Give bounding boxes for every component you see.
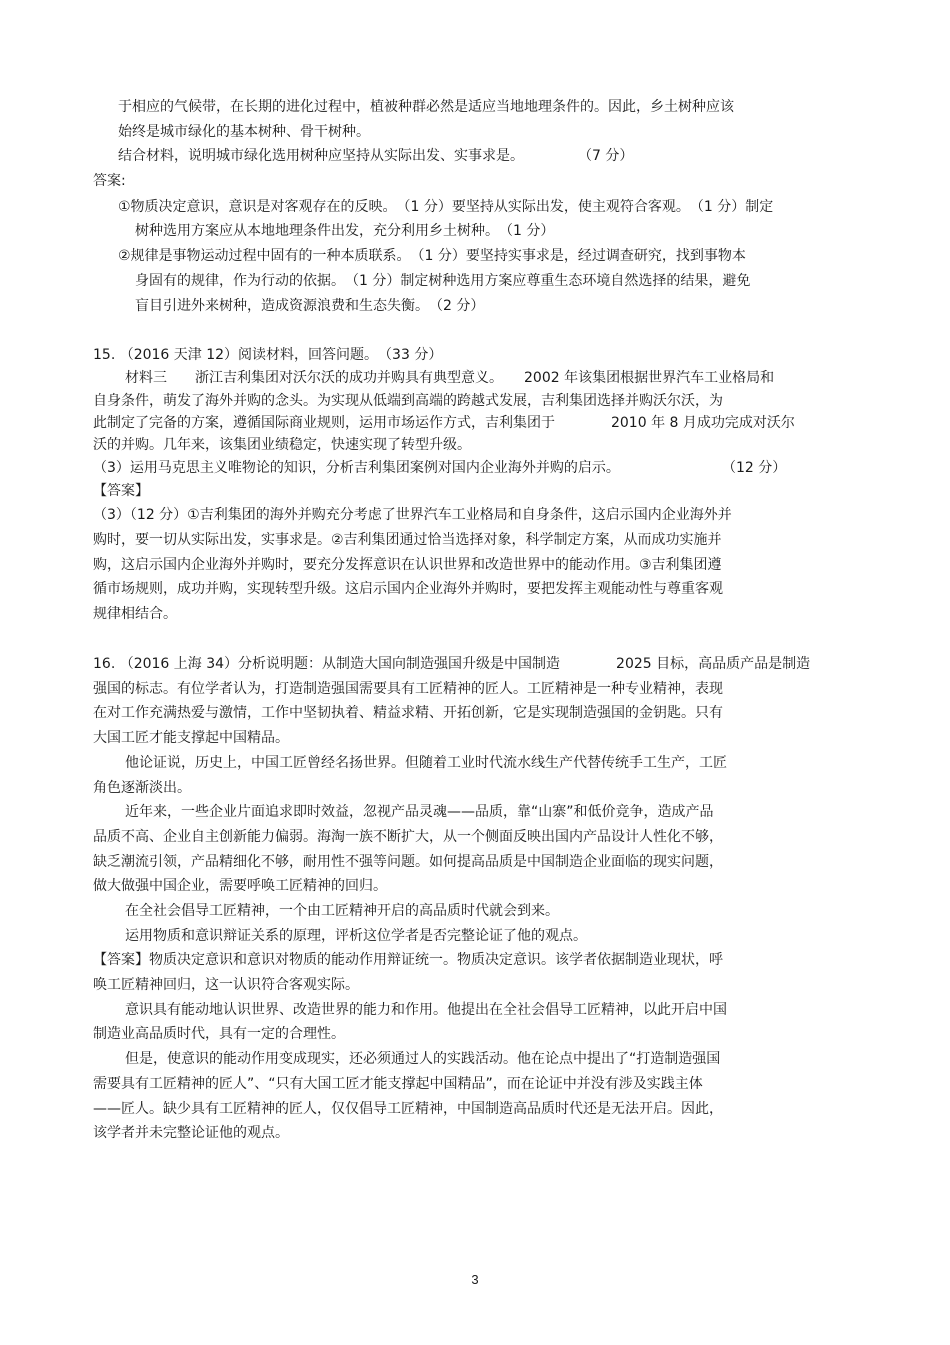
q16-text-line: 缺乏潮流引领，产品精细化不够，耐用性不强等问题。如何提高品质是中国制造企业面临的现实问题，: [93, 854, 723, 870]
q15-answer-line: 购，这启示国内企业海外并购时，要充分发挥意识在认识世界和改造世界中的能动作用。③吉利集团遵: [93, 557, 722, 573]
q15-material-line: 自身条件，萌发了海外并购的念头。为实现从低端到高端的跨越式发展，吉利集团选择并购沃尔沃，为: [93, 393, 723, 409]
q16-text-line: 品质不高、企业自主创新能力偏弱。海淘一族不断扩大，从一个侧面反映出国内产品设计人性化不够，: [93, 829, 723, 845]
q14-prompt: 结合材料，说明城市绿化选用树种应坚持从实际出发、实事求是。: [118, 148, 524, 164]
q14-answer-line: 树种选用方案应从本地地理条件出发，充分利用乡土树种。 （1 分）: [135, 223, 555, 239]
q14-answer-line: 身固有的规律，作为行动的依据。 （1 分）制定树种选用方案应尊重生态环境自然选择的结果，避免: [135, 273, 751, 289]
q15-material-line: 材料三 浙江吉利集团对沃尔沃的成功并购具有典型意义。 2002 年该集团根据世界汽车工业格局和: [125, 370, 775, 386]
q15-answer-line: 规律相结合。: [93, 606, 177, 622]
q15-question: （3）运用马克思主义唯物论的知识，分析吉利集团案例对国内企业海外并购的启示。: [93, 460, 620, 476]
q16-answer-line: 制造业高品质时代，具有一定的合理性。: [93, 1026, 345, 1042]
q16-answer-line: ——匠人。缺少具有工匠精神的匠人，仅仅倡导工匠精神，中国制造高品质时代还是无法开启。因此，: [93, 1101, 723, 1117]
page-number: 3: [471, 1272, 479, 1287]
q16-text-line: 强国的标志。有位学者认为，打造制造强国需要具有工匠精神的匠人。工匠精神是一种专业精神，表现: [93, 681, 723, 697]
q16-answer-line: 该学者并未完整论证他的观点。: [93, 1125, 289, 1141]
q15-answer-line: （3）（12 分）①吉利集团的海外并购充分考虑了世界汽车工业格局和自身条件，这启示国内企业海外并: [93, 507, 732, 523]
q14-answer-line: 盲目引进外来树种，造成资源浪费和生态失衡。 （2 分）: [135, 298, 485, 314]
q16-text-line: 在对工作充满热爱与激情，工作中坚韧执着、精益求精、开拓创新，它是实现制造强国的金钥匙。只有: [93, 705, 723, 721]
q15-material-line: 沃的并购。几年来，该集团业绩稳定，快速实现了转型升级。: [93, 437, 471, 453]
q16-answer-line: 唤工匠精神回归，这一认识符合客观实际。: [93, 977, 359, 993]
q15-answer-line: 购时，要一切从实际出发，实事求是。②吉利集团通过恰当选择对象，科学制定方案，从而成功实施并: [93, 532, 722, 548]
q14-answer-label: 答案:: [93, 173, 126, 189]
q16-text-line: 大国工匠才能支撑起中国精品。: [93, 730, 289, 746]
q14-material-line: 于相应的气候带，在长期的进化过程中，植被种群必然是适应当地地理条件的。因此，乡土树种应该: [118, 99, 734, 115]
q16-question: 运用物质和意识辩证关系的原理，评析这位学者是否完整论证了他的观点。: [125, 928, 587, 944]
q16-answer-line: 【答案】物质决定意识和意识对物质的能动作用辩证统一。物质决定意识。该学者依据制造业现状，呼: [93, 952, 723, 968]
q16-text-line: 他论证说，历史上，中国工匠曾经名扬世界。但随着工业时代流水线生产代替传统手工生产，工匠: [125, 755, 727, 771]
q14-prompt-score: （7 分）: [578, 148, 634, 164]
q16-text-line: 角色逐渐淡出。: [93, 780, 191, 796]
q16-text-line: 近年来，一些企业片面追求即时效益，忽视产品灵魂——品质，靠“山寨”和低价竞争，造成产品: [125, 804, 714, 820]
q15-header: 15. （2016 天津 12）阅读材料，回答问题。 （33 分）: [93, 347, 443, 363]
q14-answer-line: ①物质决定意识，意识是对客观存在的反映。 （1 分）要坚持从实际出发，使主观符合客观。 （1 分）制定: [118, 199, 774, 215]
q16-text-line: 在全社会倡导工匠精神，一个由工匠精神开启的高品质时代就会到来。: [125, 903, 559, 919]
q16-answer-line: 但是，使意识的能动作用变成现实，还必须通过人的实践活动。他在论点中提出了“打造制造强国: [125, 1051, 721, 1067]
q15-answer-label: 【答案】: [93, 483, 149, 499]
q16-answer-line: 意识具有能动地认识世界、改造世界的能力和作用。他提出在全社会倡导工匠精神，以此开启中国: [125, 1002, 727, 1018]
q15-question-score: （12 分）: [722, 460, 787, 476]
q16-header: 16. （2016 上海 34）分析说明题：从制造大国向制造强国升级是中国制造 2025 目标，高品质产品是制造: [93, 656, 811, 672]
q14-answer-line: ②规律是事物运动过程中固有的一种本质联系。 （1 分）要坚持实事求是，经过调查研究，找到事物本: [118, 248, 746, 264]
q16-answer-line: 需要具有工匠精神的匠人”、“只有大国工匠才能支撑起中国精品”，而在论证中并没有涉及实践主体: [93, 1076, 703, 1092]
q15-answer-line: 循市场规则，成功并购，实现转型升级。这启示国内企业海外并购时，要把发挥主观能动性与尊重客观: [93, 581, 723, 597]
q15-material-line: 此制定了完备的方案，遵循国际商业规则，运用市场运作方式，吉利集团于 2010 年 8 月成功完成对沃尔: [93, 415, 795, 431]
q16-text-line: 做大做强中国企业，需要呼唤工匠精神的回归。: [93, 878, 387, 894]
q14-material-line: 始终是城市绿化的基本树种、骨干树种。: [118, 124, 370, 140]
